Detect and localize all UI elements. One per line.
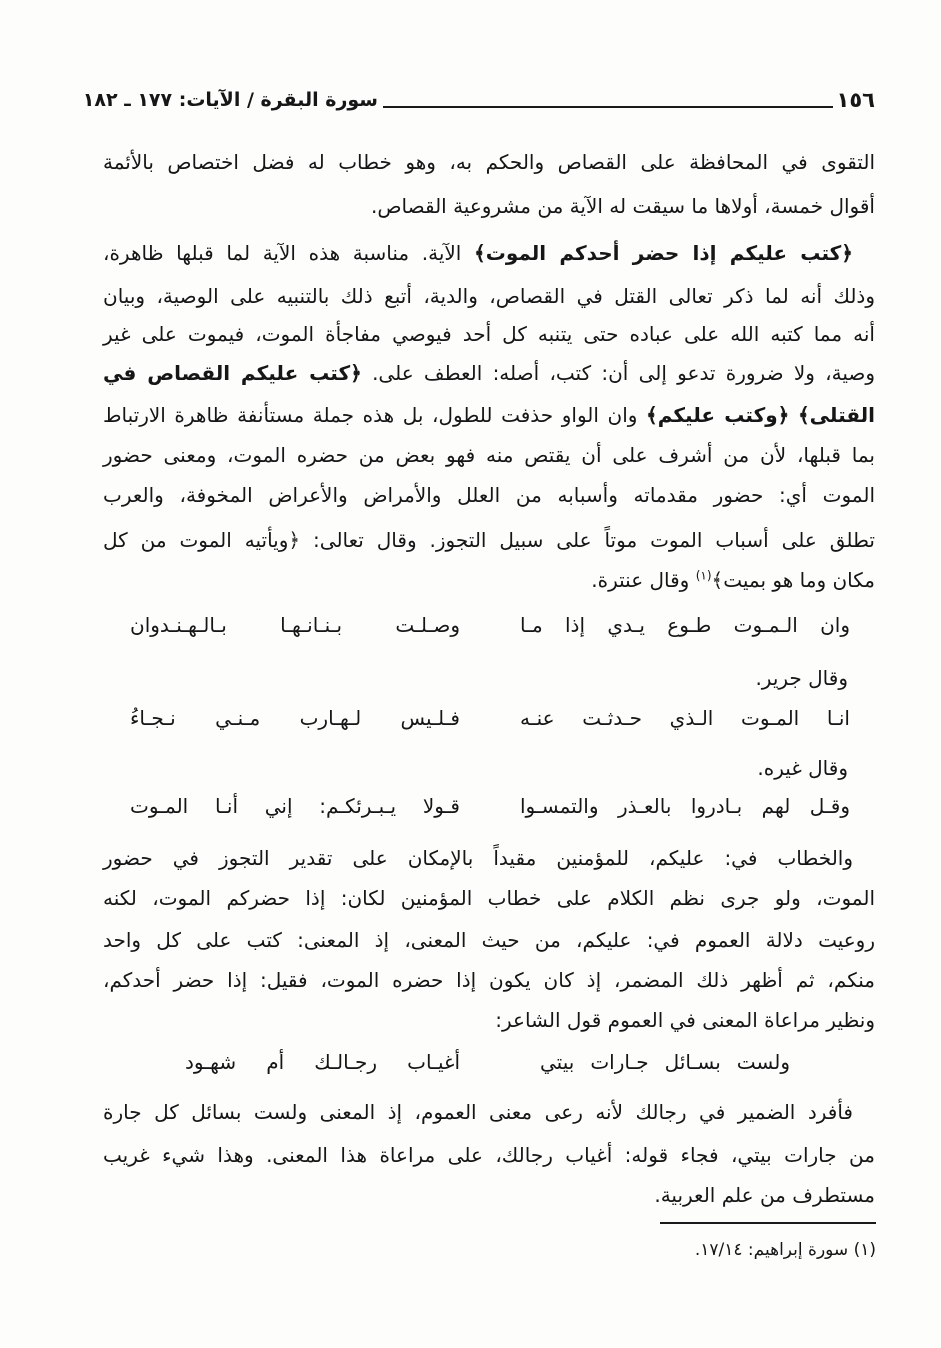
text-segment: فأفرد الضمير في رجالك لأنه رعى معنى العموم، إذ المعنى ولست بسائل كل جارة	[103, 1100, 853, 1124]
body-line	[103, 435, 875, 475]
body-line	[103, 878, 875, 918]
page-number: ١٥٦	[836, 88, 875, 112]
text-segment: روعيت دلالة العموم في: عليكم، من حيث المعنى، إذ المعنى: كتب على كل واحد	[103, 928, 875, 952]
footnote: (١) سورة إبراهيم: ١٧/١٤.	[694, 1240, 876, 1260]
text-segment: والخطاب في: عليكم، للمؤمنين مقيداً بالإمكان على تقدير التجوز في حضور	[103, 846, 853, 870]
text-segment: تطلق على أسباب الموت موتاً على سبيل التجوز. وقال تعالى: ﴿ويأتيه الموت من كل	[103, 528, 875, 552]
footnote-marker: (١)	[695, 568, 712, 583]
verse-intro: وقال جرير.	[755, 666, 848, 690]
quranic-quote: ﴿كتب عليكم إذا حضر أحدكم الموت﴾	[474, 241, 853, 265]
body-line	[103, 1000, 875, 1040]
footnote-rule	[660, 1222, 876, 1224]
body-line	[103, 560, 875, 600]
text-segment: التقوى في المحافظة على القصاص والحكم به، وهو خطاب له فضل اختصاص بالأئمة	[103, 150, 875, 174]
text-segment: أقوال خمسة، أولاها ما سيقت له الآية من مشروعية القصاص.	[370, 194, 875, 218]
body-line	[103, 960, 875, 1000]
text-segment: مكان وما هو بميت﴾	[711, 568, 875, 592]
verse-first-hemistich: ولست بسـائل جـارات بيتي	[540, 1050, 790, 1074]
body-line	[103, 276, 875, 316]
text-segment: وان الواو حذفت للطول، بل هذه جملة مستأنفة ظاهرة الارتباط	[103, 403, 638, 427]
quranic-quote: القتلى﴾	[797, 403, 875, 427]
verse-second-hemistich: قـولا يـبـرئكـم: إني أنـا المـوت	[130, 794, 460, 818]
text-segment: ونظير مراعاة المعنى في العموم قول الشاعر:	[495, 1008, 875, 1032]
text-segment: منكم، ثم أظهر ذلك المضمر، إذ كان يكون إذا حضره الموت، فقيل: إذا حضر أحدكم،	[103, 968, 875, 992]
body-line	[103, 838, 875, 878]
running-title: سورة البقرة / الآيات: ١٧٧ ـ ١٨٢	[82, 89, 378, 111]
body-line	[103, 314, 875, 354]
body-line	[103, 353, 875, 393]
text-segment: وذلك أنه لما ذكر تعالى القتل في القصاص، والدية، أتبع ذلك بالتنبيه على الوصية، وبيان	[103, 284, 875, 308]
verse-second-hemistich: وصـلـت بـنـانـهـا بـالـهـنـدوان	[130, 613, 460, 637]
body-line	[103, 1092, 875, 1132]
text-segment: الموت أي: حضور مقدماته وأسبابه من العلل والأمراض والأعراض المخوفة، والعرب	[103, 483, 875, 507]
body-line	[103, 920, 875, 960]
verse-first-hemistich: وقـل لهم بـادروا بالعـذر والتمسـوا	[520, 794, 850, 818]
text-segment: وصية، ولا ضرورة تدعو إلى أن: كتب، أصله: العطف على.	[372, 361, 876, 385]
verse-intro: وقال غيره.	[757, 756, 848, 780]
text-segment: مستطرف من علم العربية.	[654, 1183, 875, 1207]
text-segment: من جارات بيتي، فجاء قوله: أغياب رجالك، على مراعاة هذا المعنى. وهذا شيء غريب	[103, 1143, 875, 1167]
body-line	[103, 186, 875, 226]
body-line	[103, 1135, 875, 1175]
text-segment: الموت، ولو جرى نظم الكلام على خطاب المؤمنين لكان: إذا حضركم الموت، لكنه	[103, 886, 875, 910]
verse-second-hemistich: أغيـاب رجـالـك أم شهـود	[185, 1050, 460, 1074]
text-segment: وقال عنترة.	[591, 568, 690, 592]
quranic-quote: ﴿كتب عليكم القصاص في	[103, 361, 362, 385]
header-rule	[383, 106, 833, 108]
body-line	[103, 395, 875, 435]
verse-second-hemistich: فـلـيس لـهـارب مـنـي نـجـاءُ	[130, 706, 460, 730]
text-segment: الآية. مناسبة هذه الآية لما قبلها ظاهرة،	[103, 241, 462, 265]
text-segment: بما قبلها، لأن من أشرف على أن يقتص منه فهو بعض من حضره الموت، ومعنى حضور	[103, 443, 875, 467]
body-line	[103, 142, 875, 182]
body-line	[103, 475, 875, 515]
body-line	[103, 520, 875, 560]
body-line	[103, 233, 875, 273]
body-line	[103, 1175, 875, 1215]
text-segment: أنه مما كتبه الله على عباده حتى يتنبه كل أحد فيوصي مفاجأة الموت، فيموت على غير	[103, 322, 875, 346]
quranic-quote: ﴿وكتب عليكم﴾	[646, 403, 790, 427]
verse-first-hemistich: وان الـمـوت طـوع يـدي إذا مـا	[520, 613, 850, 637]
verse-first-hemistich: انـا المـوت الـذي حـدثـت عنـه	[520, 706, 850, 730]
